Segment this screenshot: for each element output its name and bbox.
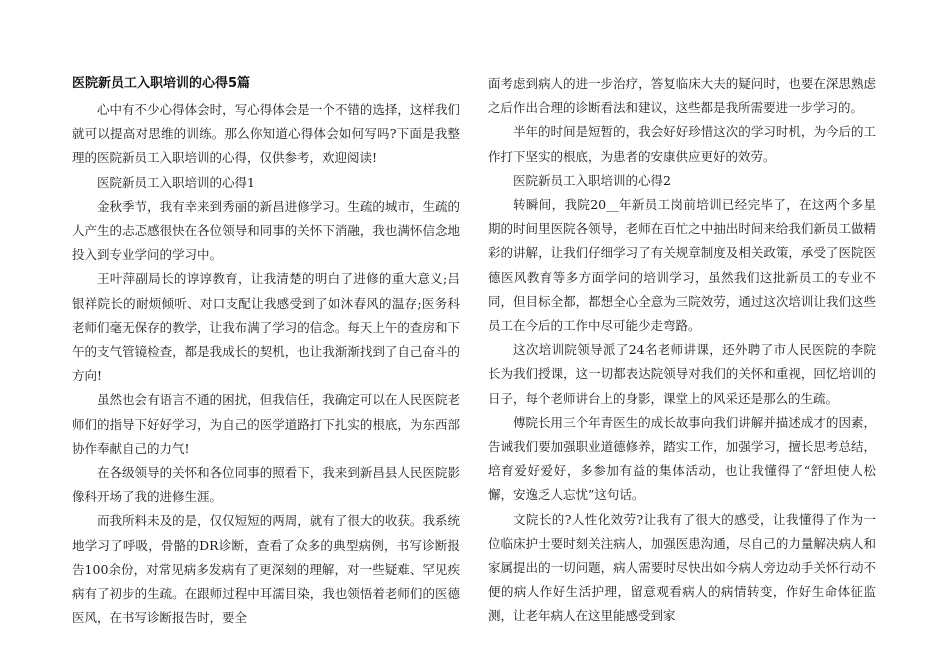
- right-column: [488, 72, 876, 629]
- intro-paragraph: 心中有不少心得体会时，写心得体会是一个不错的选择，这样我们就可以提高对思维的训练。那么你知道心得体会如何写吗?下面是我整理的医院新员工入职培训的心得，仅供参考，欢迎阅读!: [72, 102, 460, 166]
- paragraph: 在各级领导的关怀和各位同事的照看下，我来到新昌县人民医院影像科开场了我的进修生涯。: [72, 465, 460, 505]
- section-heading-2: 医院新员工入职培训的心得2: [513, 172, 671, 188]
- document-title: 医院新员工入职培训的心得5篇: [72, 76, 251, 91]
- section-heading-1: 医院新员工入职培训的心得1: [97, 174, 255, 190]
- paragraph: 虽然也会有语言不通的困扰，但我信任，我确定可以在人民医院老师们的指导下好好学习，为自己的医学道路打下扎实的根底，为东西部协作奉献自己的力气!: [72, 392, 460, 456]
- paragraph: 转瞬间，我院20__年新员工岗前培训已经完毕了，在这两个多星期的时间里医院各领导，老师在百忙之中抽出时间来给我们新员工做精彩的讲解，让我们仔细学习了有关规章制度及相关政策，承受了医院医德医风教育等多方面学问的培训学习，虽然我们这批新员工的专业不同，但目标全都，都想全心全意为三院效劳，通过这次培训让我们这些员工在今后的工作中尽可能少走弯路。: [488, 197, 876, 334]
- paragraph: 金秋季节，我有幸来到秀丽的新昌进修学习。生疏的城市，生疏的人产生的忐忑感很快在各位领导和同事的关怀下消融，我也满怀信念地投入到专业学问的学习中。: [72, 198, 460, 263]
- paragraph: 傅院长用三个年青医生的成长故事向我们讲解并描述成才的因素，告诫我们要加强职业道德修养，踏实工作，加强学习，擅长思考总结，培育爱好爱好，多参加有益的集体活动，也让我懂得了“舒坦使人松懈，安逸乏人忘忧”这句话。: [488, 414, 876, 503]
- paragraph: 这次培训院领导派了24名老师讲课，还外聘了市人民医院的李院长为我们授课，这一切都表达院领导对我们的关怀和重视，回忆培训的日子，每个老师讲台上的身影，课堂上的风采还是那么的生疏。: [488, 342, 876, 406]
- paragraph: 王叶萍副局长的谆谆教育，让我清楚的明白了进修的重大意义;吕银祥院长的耐烦倾听、对口支配让我感受到了如沐春风的温存;医务科老师们毫无保存的教学，让我布满了学习的信念。每天上午的查房和下午的支气管镜检查，都是我成长的契机，也让我渐渐找到了自己奋斗的方向!: [72, 271, 460, 384]
- paragraph: 半年的时间是短暂的，我会好好珍惜这次的学习时机，为今后的工作打下坚实的根底，为患者的安康供应更好的效劳。: [488, 124, 876, 164]
- left-column: [72, 72, 460, 630]
- paragraph: 而我所料未及的是，仅仅短短的两周，就有了很大的收获。我系统地学习了呼吸，骨骼的DR诊断，查看了众多的典型病例，书写诊断报告100余份，对常见病多发病有了更深刻的理解，对一些疑难、罕见疾病有了初步的生疏。在跟师过程中耳濡目染，我也领悟着老师们的医德医风，在书写诊断报告时，要全: [72, 513, 460, 626]
- paragraph: 文院长的?人性化效劳?让我有了很大的感受，让我懂得了作为一位临床护士要时刻关注病人，加强医患沟通，尽自己的力量解决病人和家属提出的一切问题，病人需要时尽快出如今病人旁边动手关怀行动不便的病人作好生活护理，留意观看病人的病情转变，作好生命体征监测，让老年病人在这里能感受到家: [488, 511, 876, 624]
- continued-paragraph: 面考虑到病人的进一步治疗，答复临床大夫的疑问时，也要在深思熟虑之后作出合理的诊断看法和建议，这些都是我所需要进一步学习的。: [488, 76, 876, 116]
